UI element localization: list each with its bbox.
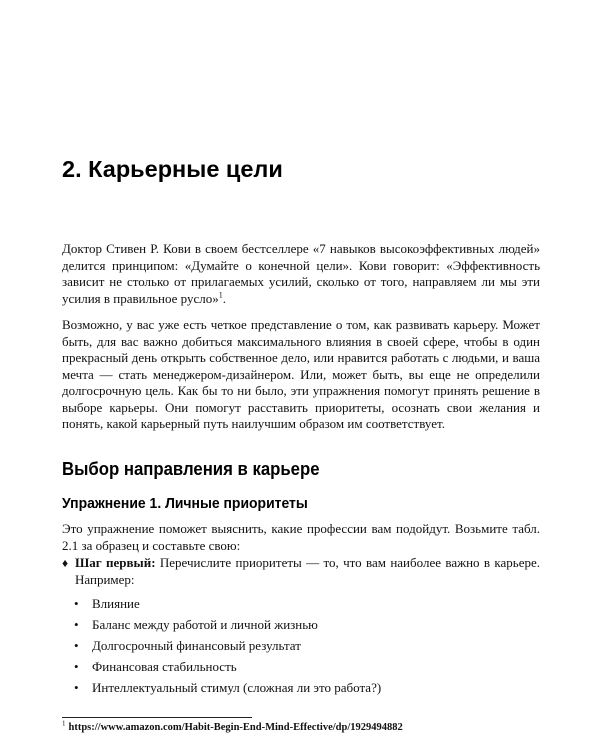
list-item	[62, 596, 540, 617]
step-one-text-wrap	[75, 555, 540, 588]
paragraph-covey-end: .	[222, 290, 226, 306]
bullet-icon: •	[74, 617, 79, 632]
list-item-label: Финансовая стабильность	[92, 659, 237, 674]
footnote-number: 1	[62, 719, 66, 728]
bullet-icon: •	[74, 659, 79, 674]
section-heading: Выбор направления в карьере	[62, 459, 320, 479]
list-item-label: Влияние	[92, 596, 140, 611]
list-item	[62, 680, 540, 701]
list-item-label: Интеллектуальный стимул (сложная ли это работа?)	[92, 680, 382, 695]
step-one-text: Перечислите приоритеты — то, что вам наиболее важно в карьере. Например:	[75, 555, 540, 587]
list-item	[62, 638, 540, 659]
footnote	[62, 719, 403, 733]
list-item-label: Долгосрочный финансовый результат	[92, 638, 301, 653]
chapter-title: 2. Карьерные цели	[62, 156, 283, 182]
diamond-bullet-icon: ♦	[62, 556, 69, 570]
bullet-icon: •	[74, 680, 79, 695]
exercise-heading: Упражнение 1. Личные приоритеты	[62, 495, 308, 512]
paragraph-covey	[62, 241, 540, 307]
list-item	[62, 617, 540, 638]
footnote-link[interactable]: https://www.amazon.com/Habit-Begin-End-Mind-Effective/dp/1929494882	[68, 722, 403, 733]
step-one-label: Шаг первый:	[75, 555, 156, 570]
priorities-list	[62, 596, 540, 701]
footnote-divider	[62, 717, 252, 718]
list-item-label: Баланс между работой и личной жизнью	[92, 617, 318, 632]
paragraph-career-vision-text: Возможно, у вас уже есть четкое представление о том, как развивать карьеру. Может быть, для вас важно добиться максимального влияния в своей сфере, чтобы в один прекрасный день открыть собственное дело, или нравится работать с людьми, и ваша мечта — стать менеджером-дизайнером. Или, может быть, вы еще не определили долгосрочную цель. Как бы то ни было, эти упражнения помогут принять решение в выборе карьеры. Они помогут расставить приоритеты, осознать свои желания и понять, какой карьерный путь наилучшим образом им соответствует.	[62, 317, 540, 431]
bullet-icon: •	[74, 638, 79, 653]
paragraph-career-vision	[62, 317, 540, 433]
step-one	[62, 555, 540, 588]
bullet-icon: •	[74, 596, 79, 611]
exercise-intro	[62, 521, 540, 554]
paragraph-covey-text: Доктор Стивен Р. Кови в своем бестселлере «7 навыков высокоэффективных людей» делится принципом: «Думайте о конечной цели». Кови говорит: «Эффективность зависит не столько от прилагаемых усилий, сколько от того, направляем ли мы эти усилия в правильное русло»	[62, 241, 540, 306]
exercise-intro-text: Это упражнение поможет выяснить, какие профессии вам подойдут. Возьмите табл. 2.1 за образец и составьте свою:	[62, 521, 540, 553]
list-item	[62, 659, 540, 680]
footnote-ref[interactable]: 1	[218, 290, 223, 300]
